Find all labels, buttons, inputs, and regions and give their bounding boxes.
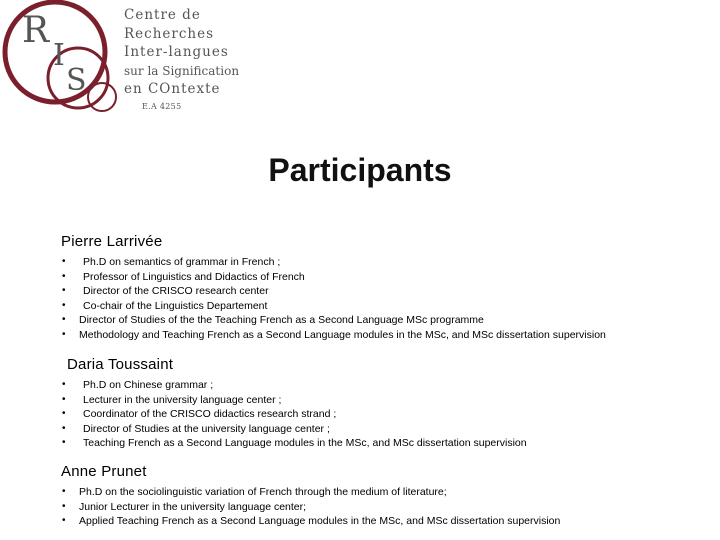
detail-item: • Co-chair of the Linguistics Departement	[61, 299, 711, 314]
detail-item: • Director of the CRISCO research center	[61, 284, 711, 299]
crisco-logo	[0, 0, 240, 125]
participant-name: Pierre Larrivée	[61, 233, 163, 250]
logo-letter-r: R	[22, 10, 50, 51]
logo-line-5: en COntexte	[124, 81, 221, 98]
participant-details-list	[61, 378, 711, 451]
logo-line-3: Inter-langues	[124, 44, 229, 61]
logo-code: E.A 4255	[142, 101, 182, 111]
detail-item: • Applied Teaching French as a Second Language modules in the MSc, and MSc dissertation supervision	[61, 514, 711, 529]
detail-item: • Professor of Linguistics and Didactics of French	[61, 270, 711, 285]
detail-item: • Director of Studies at the university language center ;	[61, 422, 711, 437]
logo-wordmark	[124, 6, 240, 113]
detail-item: • Director of Studies of the the Teaching French as a Second Language MSc programme	[61, 313, 711, 328]
detail-item: • Junior Lecturer in the university language center;	[61, 500, 711, 515]
detail-item: • Ph.D on Chinese grammar ;	[61, 378, 711, 393]
detail-item: • Ph.D on semantics of grammar in French ;	[61, 255, 711, 270]
detail-item: • Lecturer in the university language center ;	[61, 393, 711, 408]
logo-line-2: Recherches	[124, 25, 215, 42]
logo-line-1: Centre de	[124, 7, 201, 23]
detail-item: • Ph.D on the sociolinguistic variation of French through the medium of literature;	[61, 485, 711, 500]
participant-pierre-larrivee	[61, 232, 711, 342]
detail-item: • Teaching French as a Second Language modules in the MSc, and MSc dissertation supervision	[61, 436, 711, 451]
logo-letter-i: I	[53, 38, 65, 73]
logo-line-4: sur la Signification	[124, 63, 240, 78]
page-title: Participants	[268, 152, 452, 188]
detail-item: • Methodology and Teaching French as a Second Language modules in the MSc, and MSc dissertation supervision	[61, 328, 711, 343]
logo-letter-s: S	[66, 63, 87, 98]
participant-name: Daria Toussaint	[67, 356, 174, 373]
participant-daria-toussaint	[61, 355, 711, 451]
participant-details-list	[61, 485, 711, 529]
participant-details-list	[61, 255, 711, 342]
participant-name: Anne Prunet	[61, 463, 147, 480]
participant-anne-prunet	[61, 462, 711, 529]
detail-item: • Coordinator of the CRISCO didactics research strand ;	[61, 407, 711, 422]
